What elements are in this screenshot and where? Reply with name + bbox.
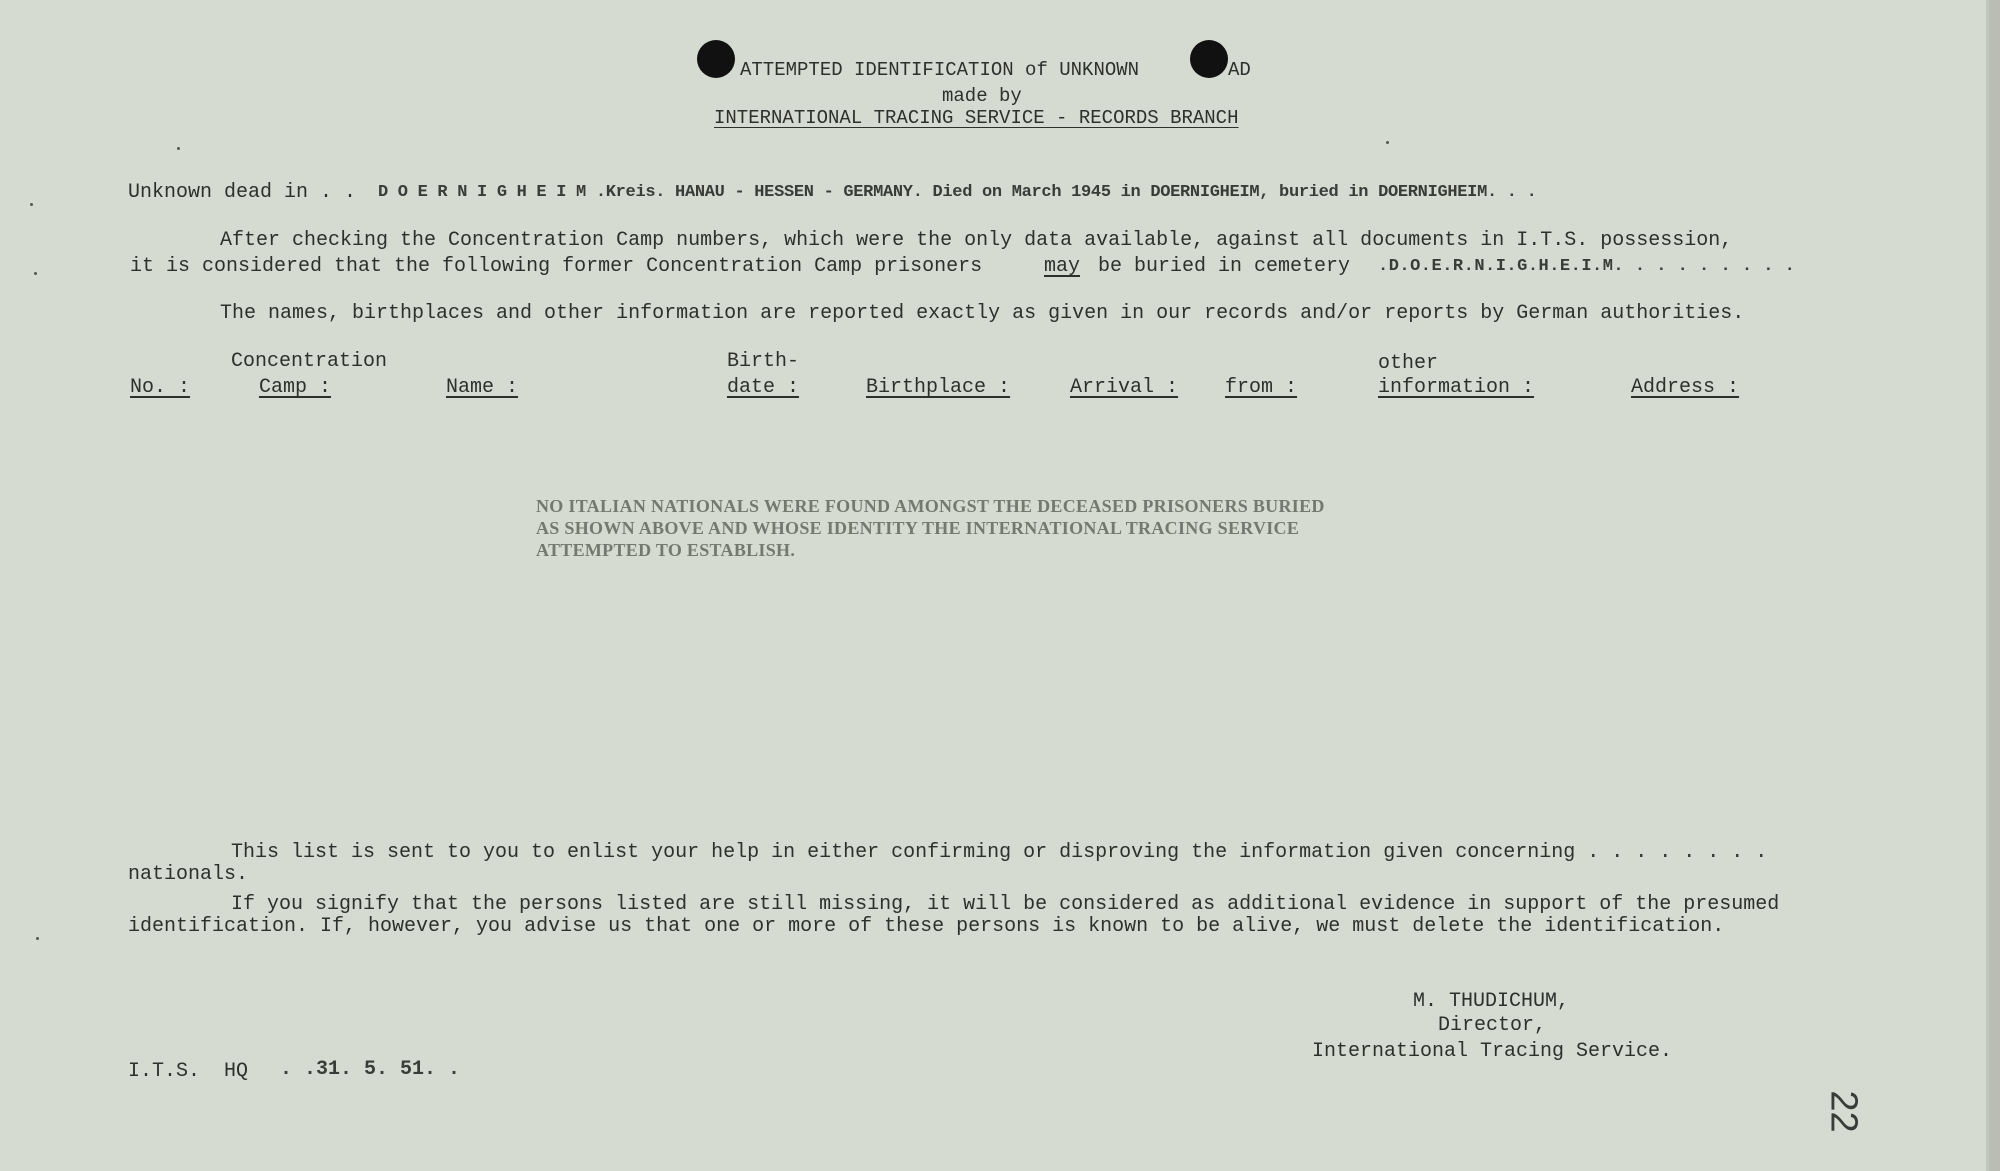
paragraph-checking-line1: After checking the Concentration Camp numbers, which were the only data available, against all documents in I.T.S. possession, — [220, 229, 1733, 252]
column-header-name: Name : — [446, 376, 519, 399]
closing-line-2: nationals. — [128, 863, 249, 886]
header-title-right: AD — [1228, 59, 1251, 81]
paragraph-checking-may: may — [1044, 255, 1081, 278]
unknown-dead-location: D O E R N I G H E I M .Kreis. HANAU - HESSEN - GERMANY. Died on March 1945 in DOERNIGHEIM, buried in DOERNIGHEIM. . . — [378, 183, 1537, 202]
signature-organization: International Tracing Service. — [1312, 1040, 1673, 1063]
header-title-left: ATTEMPTED IDENTIFICATION of UNKNOWN — [740, 59, 1140, 81]
margin-speck — [1386, 141, 1389, 144]
header-made-by: made by — [942, 85, 1022, 107]
punch-hole-left — [697, 40, 735, 78]
stamp-line-3: ATTEMPTED TO ESTABLISH. — [536, 540, 796, 560]
column-header-no: No. : — [130, 376, 191, 399]
header-other-top: other — [1378, 352, 1439, 375]
page-number: 22 — [1822, 1090, 1865, 1133]
closing-line-3: If you signify that the persons listed are still missing, it will be considered as additional evidence in support of the presumed — [231, 893, 1780, 916]
column-header-birthplace: Birthplace : — [866, 376, 1011, 399]
footer-its-hq: I.T.S. HQ — [128, 1060, 249, 1083]
header-camp-top: Concentration — [231, 350, 388, 373]
header-birthdate-top: Birth- — [727, 350, 800, 373]
column-header-birthdate: date : — [727, 376, 800, 399]
paragraph-names-note: The names, birthplaces and other information are reported exactly as given in our records and/or reports by German authorities. — [220, 302, 1745, 325]
header-branch: INTERNATIONAL TRACING SERVICE - RECORDS BRANCH — [714, 107, 1239, 129]
column-header-arrival: Arrival : — [1070, 376, 1179, 399]
footer-date: . .31. 5. 51. . — [280, 1058, 461, 1081]
margin-speck — [30, 203, 33, 206]
closing-line-1: This list is sent to you to enlist your help in either confirming or disproving the information given concerning . . . . . . . . — [231, 841, 1768, 864]
paragraph-checking-line2b: be buried in cemetery — [1098, 255, 1351, 278]
paragraph-checking-line2a: it is considered that the following former Concentration Camp prisoners — [130, 255, 983, 278]
stamp-line-2: AS SHOWN ABOVE AND WHOSE IDENTITY THE INTERNATIONAL TRACING SERVICE — [536, 518, 1300, 538]
punch-hole-right — [1190, 40, 1228, 78]
margin-speck — [36, 937, 39, 940]
column-header-from: from : — [1225, 376, 1298, 399]
column-header-camp: Camp : — [259, 376, 332, 399]
stamp-line-1: NO ITALIAN NATIONALS WERE FOUND AMONGST THE DECEASED PRISONERS BURIED — [536, 496, 1325, 516]
cemetery-name: .D.O.E.R.N.I.G.H.E.I.M. . . . . . . . . — [1378, 257, 1796, 276]
margin-speck — [177, 147, 180, 150]
signature-name: M. THUDICHUM, — [1413, 990, 1570, 1013]
signature-title: Director, — [1438, 1014, 1547, 1037]
column-header-address: Address : — [1631, 376, 1740, 399]
unknown-dead-label: Unknown dead in . . — [128, 181, 357, 204]
margin-speck — [34, 272, 37, 275]
column-header-other: information : — [1378, 376, 1535, 399]
closing-line-4: identification. If, however, you advise us that one or more of these persons is known to be alive, we must delete the identification. — [128, 915, 1725, 938]
